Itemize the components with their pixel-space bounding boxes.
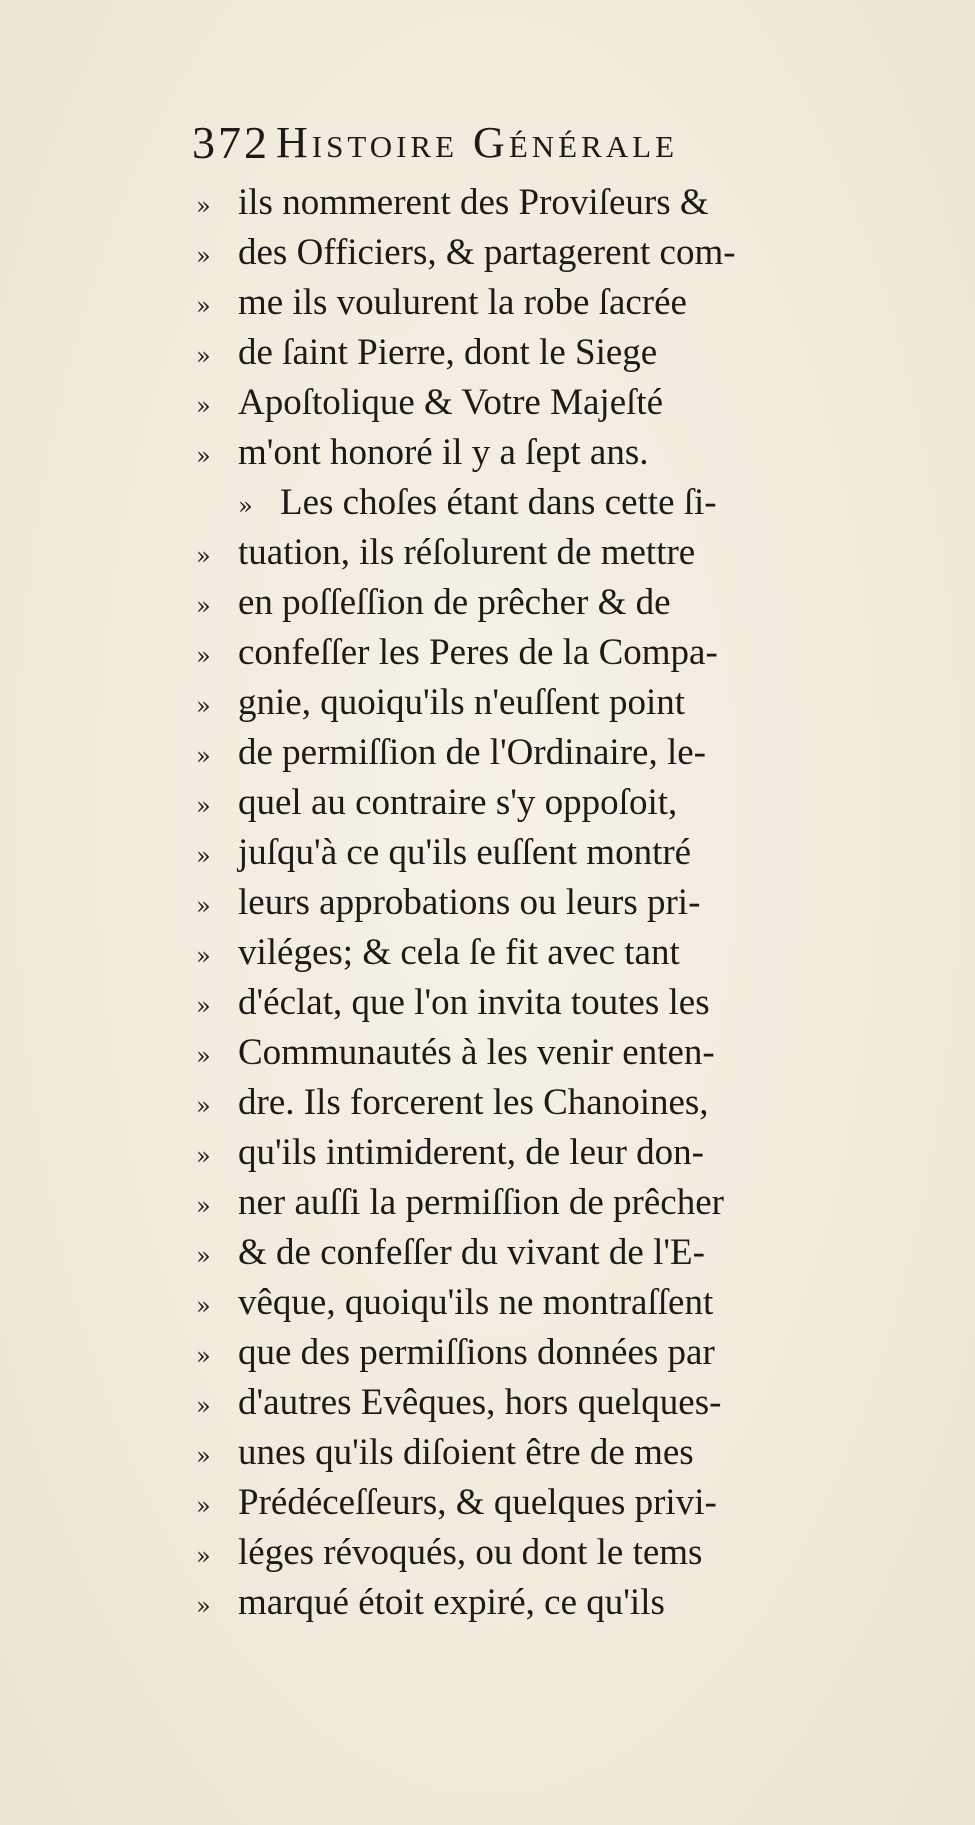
text-line [196,578,906,628]
quotation-mark: » [196,592,211,620]
text-line [196,1428,906,1478]
line-text: Les choſes étant dans cette ſi- [280,482,717,523]
quotation-mark: » [196,542,211,570]
text-line [196,828,906,878]
text-line [196,1078,906,1128]
quotation-mark: » [196,292,211,320]
line-text: leurs approbations ou leurs pri- [238,882,701,923]
line-text: Communautés à les venir enten- [238,1032,715,1073]
line-text: qu'ils intimiderent, de leur don- [238,1132,704,1173]
quotation-mark: » [196,842,211,870]
line-text: léges révoqués, ou dont le tems [238,1532,703,1573]
quotation-mark: » [196,442,211,470]
line-text: me ils voulurent la robe ſacrée [238,282,687,323]
quotation-mark: » [196,1542,211,1570]
text-line [196,728,906,778]
text-line [196,1128,906,1178]
text-line [196,1328,906,1378]
quotation-mark: » [196,692,211,720]
text-line [196,228,906,278]
quotation-mark: » [196,1392,211,1420]
text-line [196,878,906,928]
text-line [196,1178,906,1228]
line-text: Prédéceſſeurs, & quelques privi- [238,1482,717,1523]
quotation-mark: » [196,1592,211,1620]
line-text: m'ont honoré il y a ſept ans. [238,432,649,473]
line-text: & de confeſſer du vivant de l'E- [238,1232,705,1273]
line-text: en poſſeſſion de prêcher & de [238,582,671,623]
text-line [196,1578,906,1628]
line-text: de permiſſion de l'Ordinaire, le- [238,732,706,773]
quotation-mark: » [196,642,211,670]
line-text: d'autres Evêques, hors quelques- [238,1382,722,1423]
line-text: de ſaint Pierre, dont le Siege [238,332,658,373]
quotation-mark: » [196,992,211,1020]
text-line [196,328,906,378]
line-text: vêque, quoiqu'ils ne montraſſent [238,1282,714,1323]
text-line [196,678,906,728]
line-text: viléges; & cela ſe fit avec tant [238,932,680,973]
text-line [196,178,906,228]
line-text: dre. Ils forcerent les Chanoines, [238,1082,709,1123]
quotation-mark: » [196,1492,211,1520]
text-line [196,378,906,428]
text-line [196,778,906,828]
line-text: gnie, quoiqu'ils n'euſſent point [238,682,686,723]
quotation-mark: » [196,792,211,820]
quotation-mark: » [196,1192,211,1220]
text-line [196,1228,906,1278]
line-text: marqué étoit expiré, ce qu'ils [238,1582,665,1623]
quotation-mark: » [196,892,211,920]
quotation-mark: » [196,1342,211,1370]
line-text: des Officiers, & partagerent com- [238,232,736,273]
line-text: que des permiſſions données par [238,1332,715,1373]
quotation-mark: » [196,742,211,770]
text-line [196,978,906,1028]
page-number: 372 [192,117,270,168]
line-text: ner auſſi la permiſſion de prêcher [238,1182,724,1223]
text-line [196,1478,906,1528]
text-line [196,1278,906,1328]
line-text: confeſſer les Peres de la Compa- [238,632,718,673]
text-line [196,1028,906,1078]
text-line [196,628,906,678]
text-line [196,528,906,578]
body-text [196,178,906,1628]
line-text: ils nommerent des Proviſeurs & [238,182,709,223]
text-line [196,1378,906,1428]
quotation-mark: » [196,242,211,270]
line-text: d'éclat, que l'on invita toutes les [238,982,710,1023]
quotation-mark: » [196,1142,211,1170]
running-title: Histoire Générale [276,118,679,167]
quotation-mark: » [196,342,211,370]
page-header [192,112,892,174]
quotation-mark: » [196,1042,211,1070]
quotation-mark: » [196,1442,211,1470]
quotation-mark: » [196,942,211,970]
quotation-mark: » [238,492,253,520]
line-text: tuation, ils réſolurent de mettre [238,532,696,573]
quotation-mark: » [196,1092,211,1120]
text-line [196,478,906,528]
line-text: unes qu'ils diſoient être de mes [238,1432,694,1473]
quotation-mark: » [196,192,211,220]
text-line [196,1528,906,1578]
text-line [196,428,906,478]
text-line [196,278,906,328]
line-text: Apoſtolique & Votre Majeſté [238,382,664,423]
line-text: quel au contraire s'y oppoſoit, [238,782,678,823]
line-text: juſqu'à ce qu'ils euſſent montré [238,832,692,873]
quotation-mark: » [196,1242,211,1270]
quotation-mark: » [196,1292,211,1320]
quotation-mark: » [196,392,211,420]
text-line [196,928,906,978]
